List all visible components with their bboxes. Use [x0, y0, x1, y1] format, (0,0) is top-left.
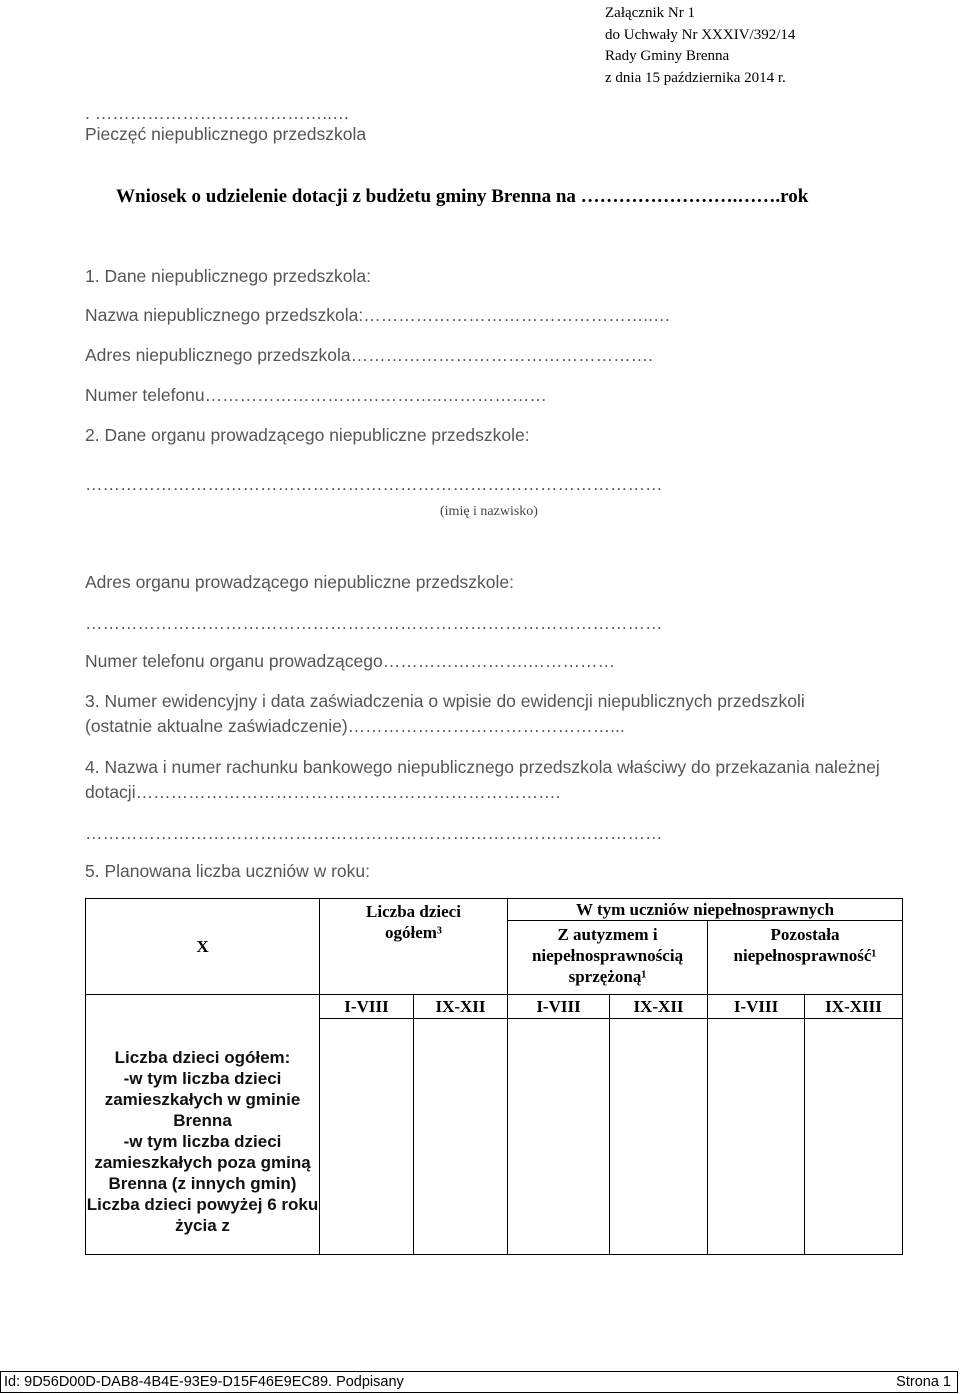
grade-header-1: I-VIII — [320, 995, 414, 1019]
grade-header-5: I-VIII — [708, 995, 805, 1019]
autism-header: Z autyzmem i niepełnosprawnością sprzężoną¹ — [508, 921, 708, 995]
page-number: Strona 1 — [896, 1374, 951, 1390]
bank-account-field[interactable]: dotacji………………………………………………………………. — [85, 782, 561, 802]
row-labels-cell: Liczba dzieci ogółem: -w tym liczba dzieci zamieszkałych w gminie Brenna -w tym liczba dzieci zamieszkałych poza gminą Brenna (z innych gmin) Liczba dzieci powyżej 6 roku życia z — [86, 1029, 320, 1255]
other-disability-header: Pozostała niepełnosprawność¹ — [708, 921, 903, 971]
annex-line-4: z dnia 15 października 2014 r. — [605, 69, 786, 86]
disabled-pupils-header: W tym uczniów niepełnosprawnych — [508, 899, 903, 921]
operator-name-caption: (imię i nazwisko) — [440, 504, 538, 519]
preschool-phone-field[interactable]: Numer telefonu…………………………………..……………… — [85, 385, 547, 405]
other-i-viii-cell[interactable] — [708, 1019, 805, 1255]
grade-header-4: IX-XII — [610, 995, 708, 1019]
annex-line-1: Załącznik Nr 1 — [605, 5, 695, 21]
autism-ix-xii-cell[interactable] — [610, 1019, 708, 1255]
total-children-header: Liczba dzieci ogółem³ — [320, 899, 508, 995]
autism-i-viii-cell[interactable] — [508, 1019, 610, 1255]
operator-address-field[interactable]: ……………………………………………………………………………………… — [85, 613, 663, 633]
operator-name-field[interactable]: ……………………………………………………………………………………… — [85, 474, 663, 494]
grade-header-6: IX-XIII — [805, 995, 903, 1019]
section3-line1: 3. Numer ewidencyjny i data zaświadczenia o wpisie do ewidencji niepublicznych przedszkoli — [85, 691, 805, 711]
section2-heading: 2. Dane organu prowadzącego niepubliczne przedszkole: — [85, 425, 530, 445]
section1-heading: 1. Dane niepublicznego przedszkola: — [85, 266, 372, 286]
preschool-address-field[interactable]: Adres niepublicznego przedszkola……………………………………………. — [85, 345, 653, 365]
bank-account-field-continued[interactable]: ……………………………………………………………………………………… — [85, 823, 663, 843]
stamp-dots: . …………………………………..… — [85, 103, 350, 123]
x-mark-cell — [86, 899, 320, 995]
operator-phone-field[interactable]: Numer telefonu organu prowadzącego…………………….…………… — [85, 651, 616, 671]
document-footer — [0, 1371, 958, 1393]
document-id: Id: 9D56D00D-DAB8-4B4E-93E9-D15F46E9EC89. Podpisany — [4, 1374, 404, 1390]
stamp-label: Pieczęć niepublicznego przedszkola — [85, 124, 367, 144]
grade-header-3: I-VIII — [508, 995, 610, 1019]
preschool-name-field[interactable]: Nazwa niepublicznego przedszkola:…………………………………………..… — [85, 305, 671, 325]
document-title: Wniosek o udzielenie dotacji z budżetu gminy Brenna na …………………….…….rok — [116, 186, 809, 207]
section4-line1: 4. Nazwa i numer rachunku bankowego niepublicznego przedszkola właściwy do przekazania należnej — [85, 757, 880, 777]
total-ix-xii-cell[interactable] — [414, 1019, 508, 1255]
annex-line-2: do Uchwały Nr XXXIV/392/14 — [605, 26, 796, 43]
total-i-viii-cell[interactable] — [320, 1019, 414, 1255]
annex-header — [605, 3, 795, 89]
other-ix-xiii-cell[interactable] — [805, 1019, 903, 1255]
annex-line-3: Rady Gminy Brenna — [605, 48, 730, 64]
registration-number-field[interactable]: (ostatnie aktualne zaświadczenie)………………………………………... — [85, 716, 625, 736]
operator-address-heading: Adres organu prowadzącego niepubliczne przedszkole: — [85, 572, 515, 592]
planned-pupils-table — [85, 898, 903, 1255]
section5-heading: 5. Planowana liczba uczniów w roku: — [85, 861, 371, 881]
grade-header-2: IX-XII — [414, 995, 508, 1019]
x-mark: X — [196, 937, 209, 956]
